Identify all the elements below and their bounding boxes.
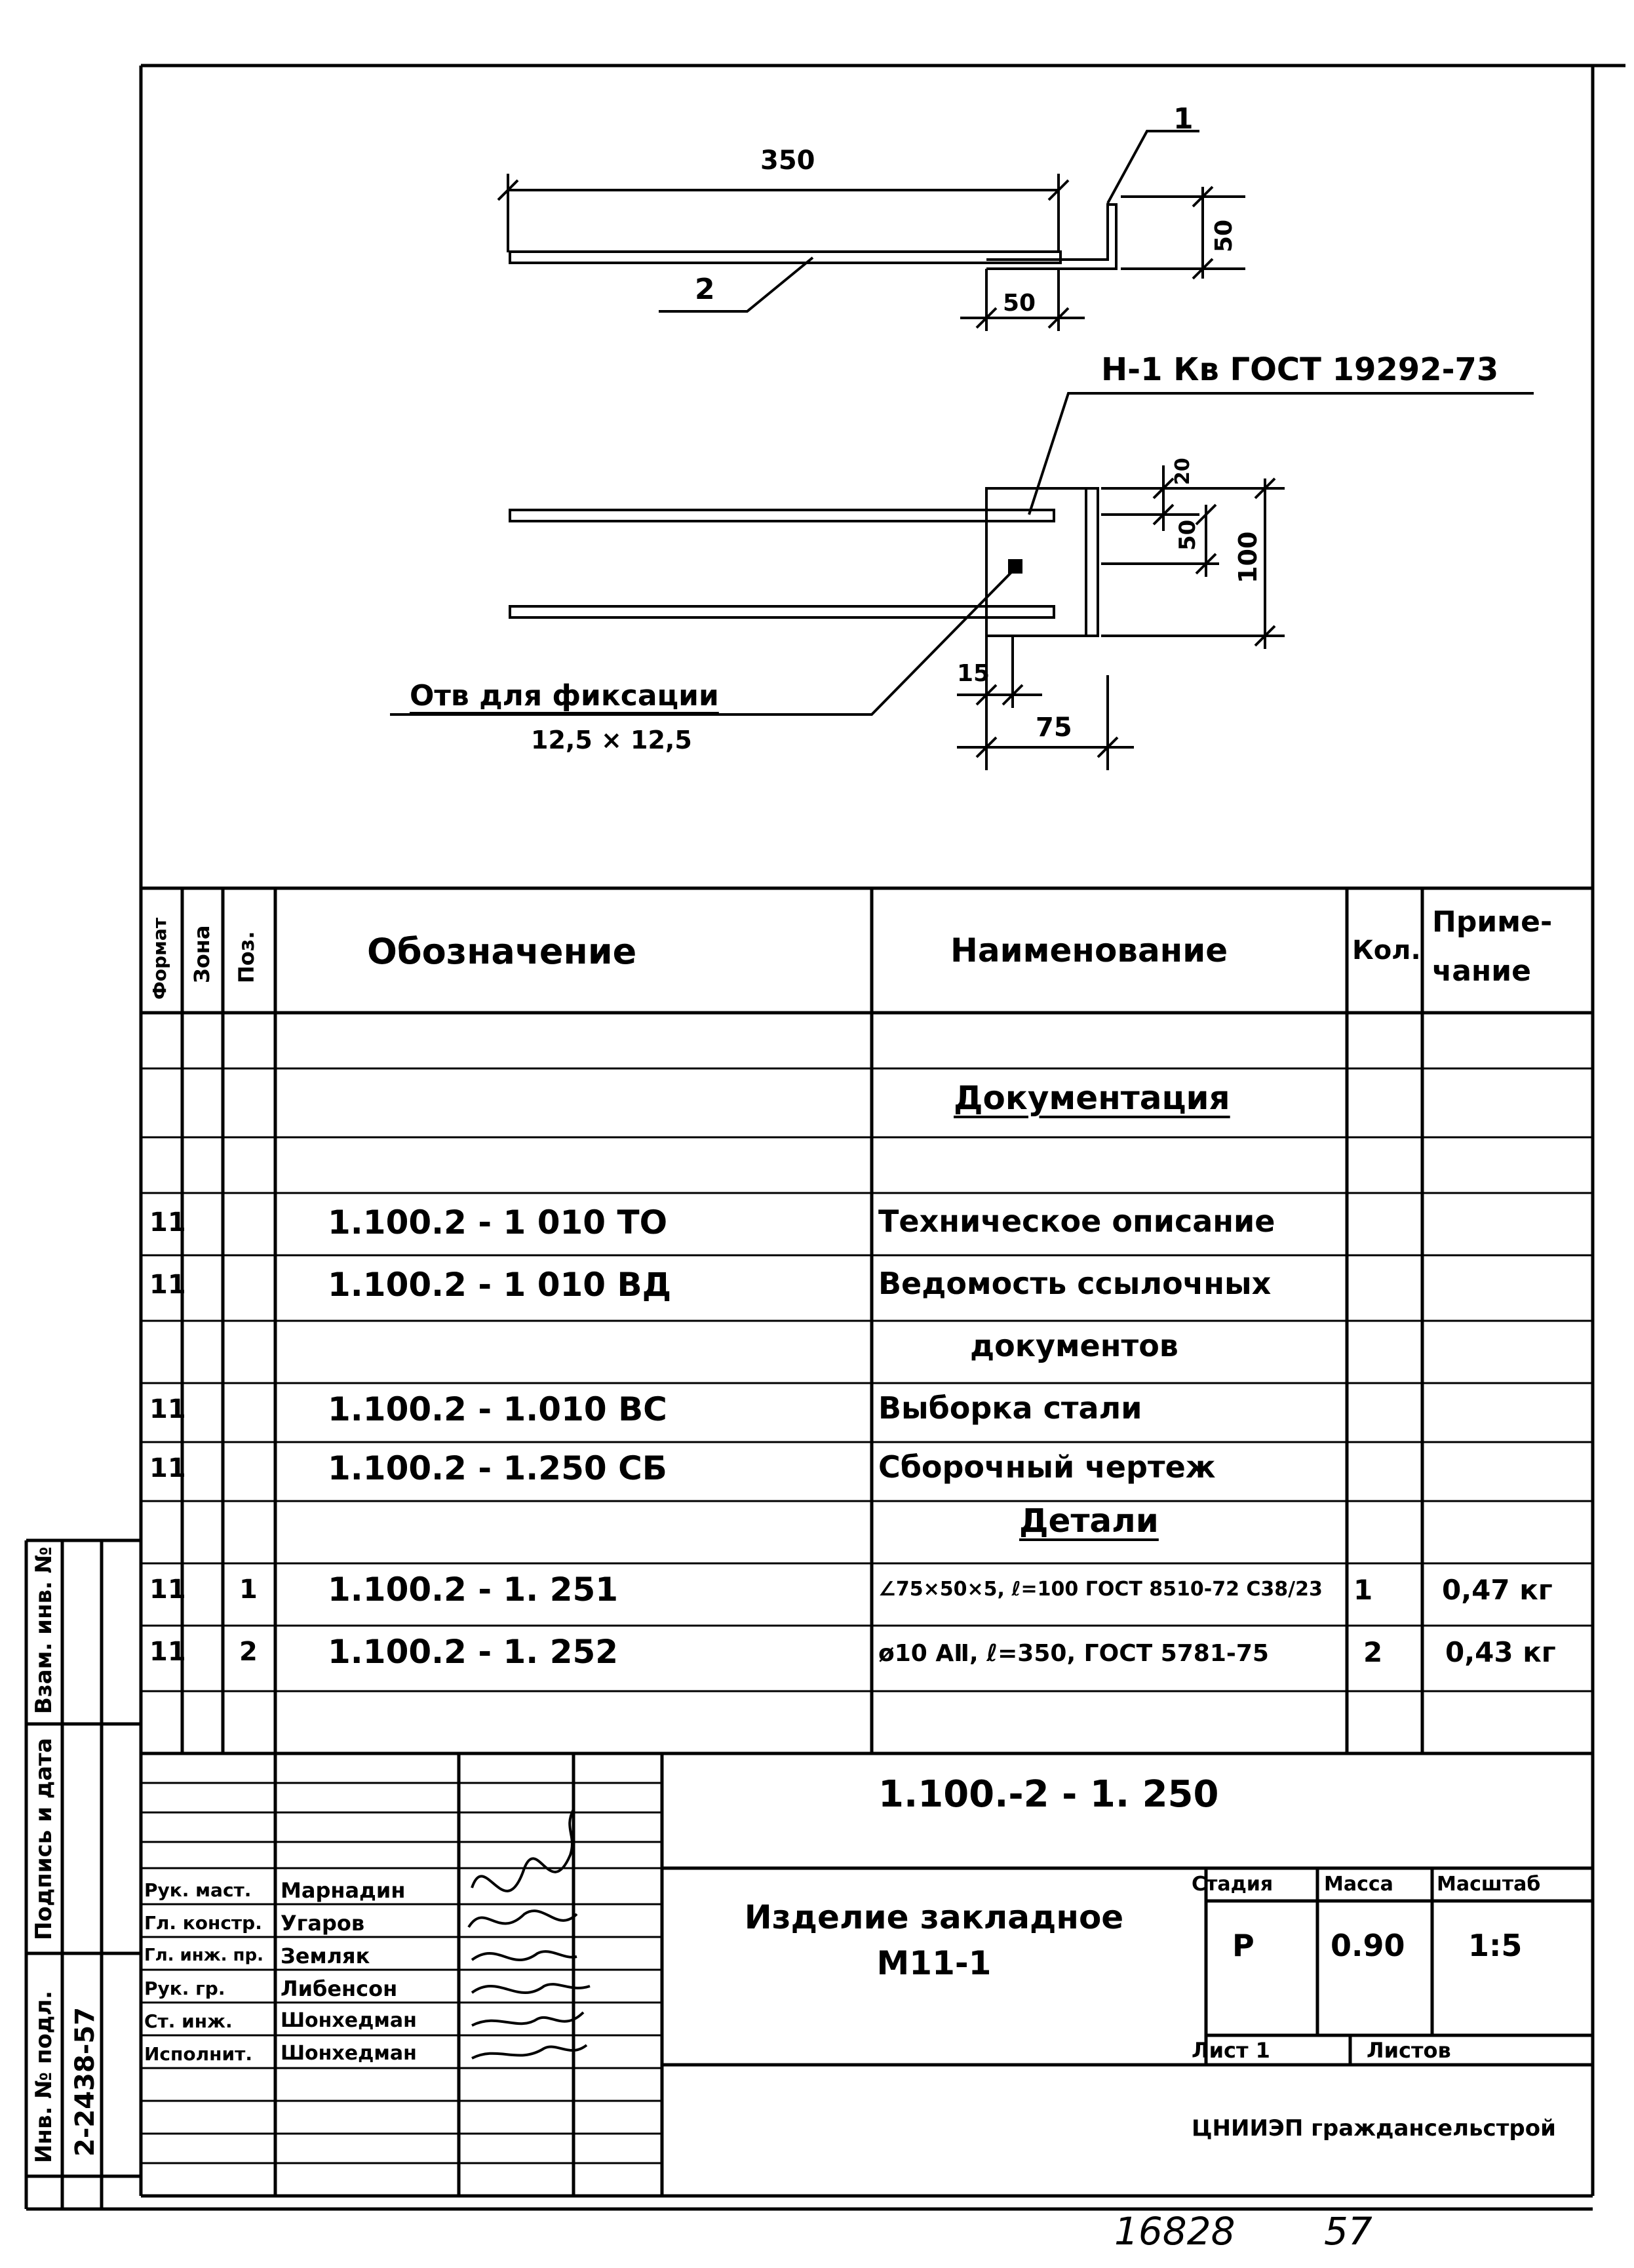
hole-note: Отв для фиксации [410,679,719,713]
row-format: 11 [149,1394,186,1424]
hole-size: 12,5 × 12,5 [531,726,692,754]
stage-label: Стадия [1192,1873,1274,1896]
header-position: Поз. [234,931,259,983]
role-label: Ст. инж. [144,2010,233,2032]
role-label: Исполнит. [144,2043,252,2065]
organization: ЦНИИЭП граждансельстрой [1192,2115,1556,2141]
mass-label: Масса [1324,1873,1393,1896]
row-position: 2 [239,1637,258,1667]
weld-note: Н-1 Кв ГОСТ 19292-73 [1101,351,1499,388]
row-designation: 1.100.2 - 1 010 ТО [328,1203,668,1242]
dim-50-overlap: 50 [1003,290,1036,317]
side-inv-value: 2-2438-57 [70,2006,100,2157]
row-name: Техническое описание [878,1203,1275,1239]
row-designation: 1.100.2 - 1 010 ВД [328,1266,672,1304]
row-designation: 1.100.2 - 1.010 ВС [328,1390,667,1428]
product-name-line1: Изделие закладное [744,1898,1124,1936]
row-note: 0,43 кг [1445,1636,1556,1668]
row-name: Выборка стали [878,1390,1142,1426]
dim-100: 100 [1234,531,1262,583]
row-name: Ведомость ссылочных [878,1266,1272,1301]
product-name-line2: М11-1 [876,1944,992,1982]
role-label: Гл. констр. [144,1912,262,1934]
document-number: 1.100.-2 - 1. 250 [878,1773,1219,1816]
row-name: документов [970,1328,1178,1363]
row-format: 11 [149,1270,186,1300]
scale-value: 1:5 [1468,1928,1523,1963]
row-format: 11 [149,1453,186,1483]
role-label: Рук. гр. [144,1978,225,1999]
row-designation: 1.100.2 - 1.250 СБ [328,1449,667,1487]
row-name: ø10 АⅡ, ℓ=350, ГОСТ 5781-75 [878,1640,1269,1667]
row-format: 11 [149,1637,186,1667]
role-name: Марнадин [281,1878,406,1903]
role-name: Земляк [281,1944,370,1968]
side-inv-original: Инв. № подл. [31,1990,57,2163]
role-name: Либенсон [281,1976,398,2001]
header-format: Формат [149,917,170,1000]
dim-50-height: 50 [1211,219,1237,252]
role-label: Рук. маст. [144,1879,252,1901]
row-format: 11 [149,1207,186,1238]
stage-value: Р [1232,1928,1255,1963]
row-name: ∠75×50×5, ℓ=100 ГОСТ 8510-72 С38/23 [878,1578,1323,1601]
sheets-label: Листов [1367,2038,1451,2063]
section-documentation: Документация [954,1079,1230,1117]
position-1-label: 1 [1173,102,1194,136]
sheet-label: Лист 1 [1192,2038,1270,2063]
side-sign-date: Подпись и дата [31,1738,57,1940]
header-name: Наименование [950,931,1228,969]
footer-page: 57 [1324,2209,1372,2254]
scale-label: Масштаб [1437,1873,1541,1896]
dim-75: 75 [1036,713,1072,743]
row-designation: 1.100.2 - 1. 251 [328,1571,619,1609]
row-quantity: 2 [1363,1636,1383,1668]
signatures [469,1809,590,2058]
dim-15: 15 [957,660,990,687]
role-name: Угаров [281,1911,365,1936]
side-vzam-inv: Взам. инв. № [31,1546,57,1714]
header-note-line2: чание [1432,954,1531,988]
row-name: Сборочный чертеж [878,1449,1216,1485]
mass-value: 0.90 [1331,1928,1405,1963]
header-note-line1: Приме- [1432,905,1553,939]
dim-20: 20 [1171,458,1194,485]
dim-50-hole: 50 [1175,519,1201,551]
header-designation: Обозначение [367,931,637,972]
role-label: Гл. инж. пр. [144,1945,263,1965]
role-name: Шонхедман [281,2009,417,2032]
front-view [390,393,1534,770]
dim-350: 350 [760,146,815,176]
position-2-label: 2 [695,273,715,306]
header-zone: Зона [189,925,214,983]
section-parts: Детали [1019,1502,1159,1540]
row-quantity: 1 [1353,1574,1373,1606]
row-designation: 1.100.2 - 1. 252 [328,1633,619,1671]
role-name: Шонхедман [281,2042,417,2065]
row-note: 0,47 кг [1442,1574,1553,1606]
top-view [498,131,1245,331]
header-quantity: Кол. [1352,935,1421,966]
row-position: 1 [239,1574,258,1605]
footer-number: 16828 [1114,2209,1235,2254]
row-format: 11 [149,1574,186,1605]
